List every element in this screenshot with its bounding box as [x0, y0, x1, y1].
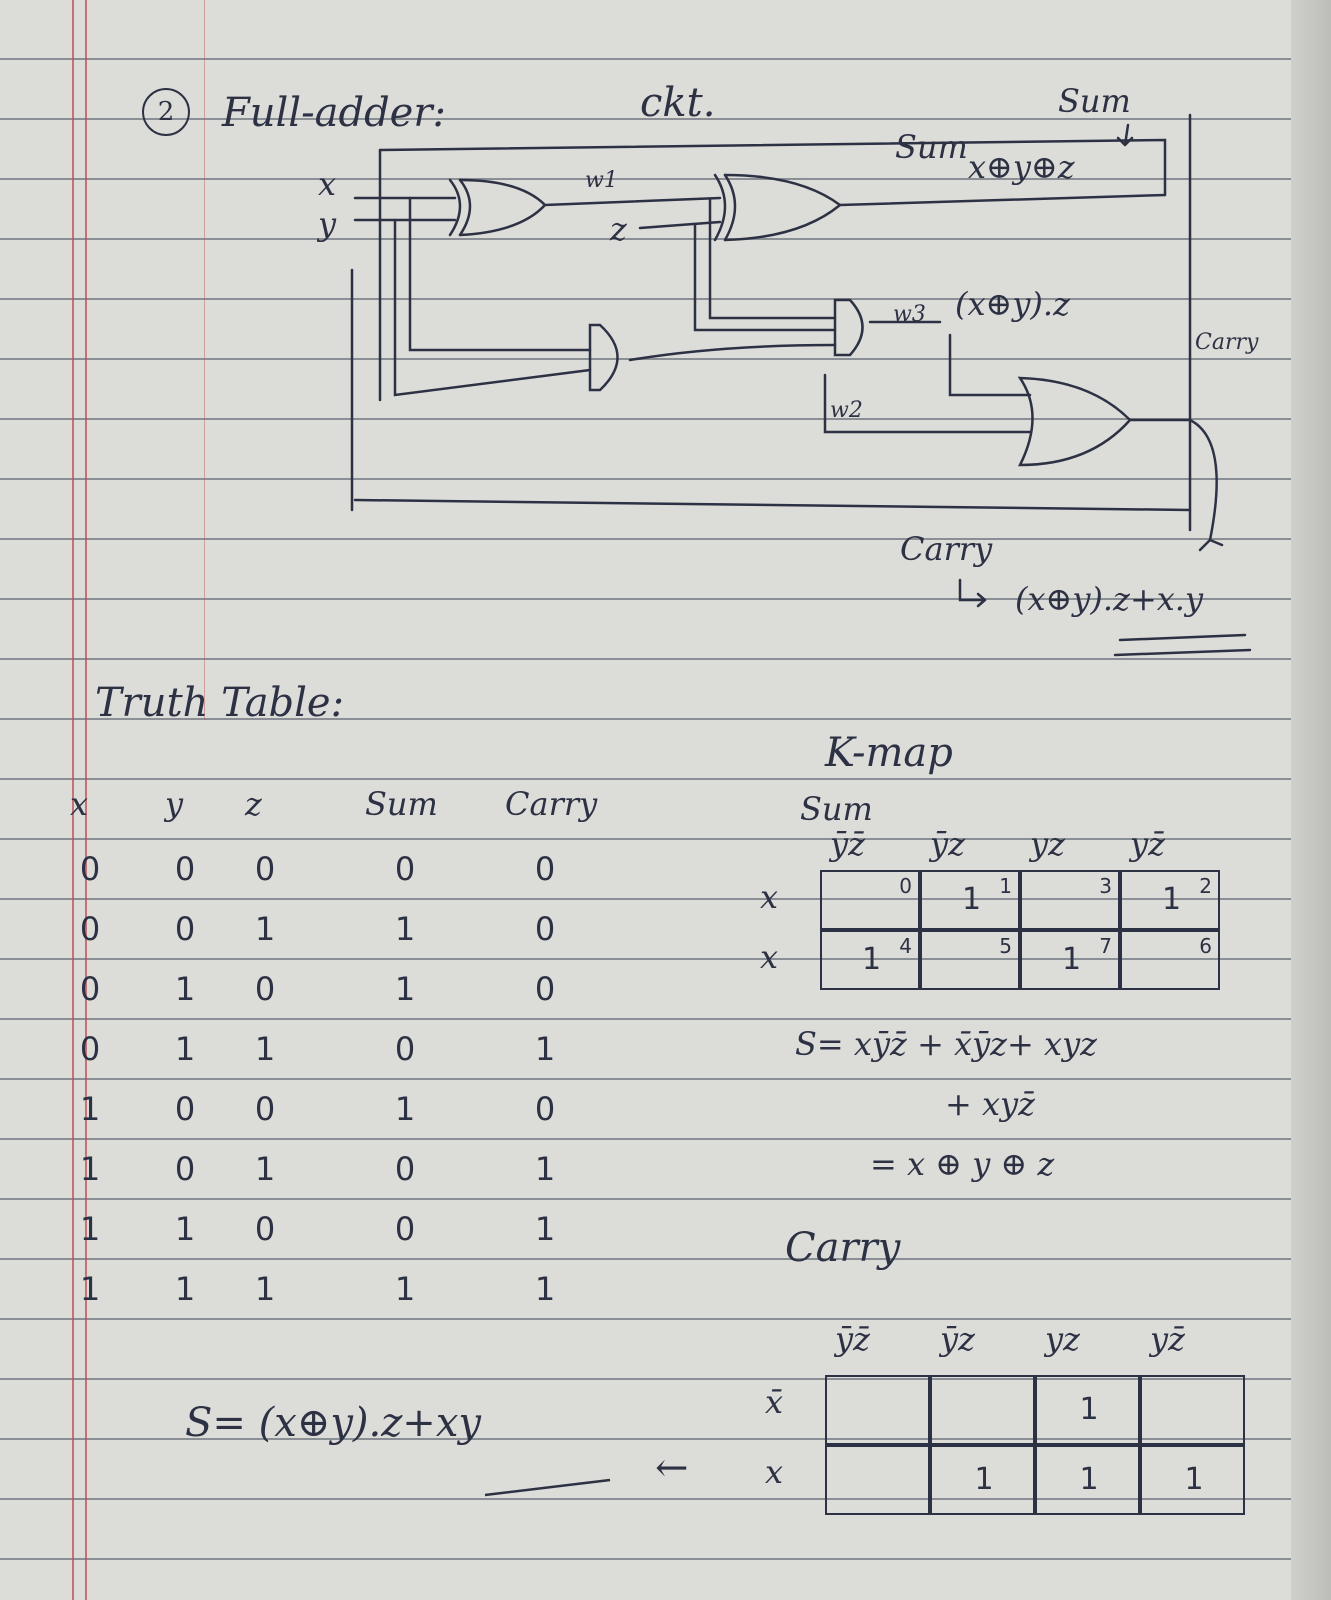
kmap-cell-index: 7: [1099, 934, 1112, 958]
input-y-label: y: [318, 205, 337, 243]
truth-table-cell: 0: [174, 850, 196, 888]
sum-equation-2: + xyz̄: [945, 1085, 1035, 1123]
kmap-cell-index: 2: [1199, 874, 1212, 898]
wire-w1-label: w1: [585, 168, 618, 193]
truth-table-header: y: [165, 785, 184, 823]
kmap-heading: K-map: [825, 730, 953, 776]
truth-table-header: Carry: [505, 785, 598, 823]
sum-label: Sum: [895, 128, 968, 166]
truth-table-cell: 0: [174, 1090, 196, 1128]
truth-table-cell: 1: [79, 1090, 101, 1128]
truth-table-cell: 1: [534, 1030, 556, 1068]
kmap-col-header: yz̄: [1130, 825, 1165, 863]
truth-table-cell: 1: [174, 1030, 196, 1068]
truth-table-cell: 0: [174, 910, 196, 948]
kmap-cell-value: 1: [974, 1462, 994, 1497]
kmap-col-header: yz: [1030, 825, 1065, 863]
truth-table-cell: 0: [79, 970, 101, 1008]
truth-table-header: z: [245, 785, 262, 823]
truth-table-cell: 0: [534, 1090, 556, 1128]
wire-w3-label: w3: [893, 302, 926, 327]
kmap-cell-value: 1: [1079, 1462, 1099, 1497]
kmap-row-header: x: [760, 938, 779, 976]
kmap-cell-index: 4: [899, 934, 912, 958]
truth-table-cell: 1: [394, 1090, 416, 1128]
kmap-cell-value: 1: [1062, 942, 1082, 977]
kmap-col-header: ȳz: [930, 825, 965, 863]
truth-table-cell: 0: [394, 1030, 416, 1068]
truth-table-header: x: [70, 785, 89, 823]
sum-equation-3: = x ⊕ y ⊕ z: [870, 1145, 1055, 1183]
truth-table-cell: 1: [534, 1210, 556, 1248]
section-number: 2: [142, 88, 190, 136]
page-title: Full-adder:: [222, 90, 446, 136]
kmap-cell-index: 5: [999, 934, 1012, 958]
truth-table-cell: 1: [394, 1270, 416, 1308]
truth-table-cell: 1: [394, 910, 416, 948]
kmap-row-header: x: [765, 1453, 784, 1491]
sum-equation-1: S= xȳz̄ + x̄ȳz+ xyz: [795, 1025, 1097, 1063]
kmap-cell-index: 1: [999, 874, 1012, 898]
truth-table-cell: 1: [254, 1150, 276, 1188]
truth-table-cell: 0: [254, 1210, 276, 1248]
truth-table-cell: 0: [79, 850, 101, 888]
kmap-row-header: x̄: [765, 1383, 784, 1421]
arrow-left-icon: ←: [655, 1445, 689, 1491]
sum-label-top: Sum: [1058, 82, 1131, 120]
carry-result: S= (x⊕y).z+xy: [185, 1400, 481, 1446]
kmap-cell-index: 6: [1199, 934, 1212, 958]
kmap-cell-value: 1: [1079, 1392, 1099, 1427]
kmap-cell-value: 1: [1162, 882, 1182, 917]
kmap-col-header: ȳz̄: [835, 1320, 870, 1358]
wire-w2-label: w2: [830, 398, 863, 423]
sum-expression: x⊕y⊕z: [968, 148, 1075, 186]
kmap-sum-label: Sum: [800, 790, 873, 828]
truth-table-cell: 1: [79, 1270, 101, 1308]
carry-label-right: Carry: [1195, 330, 1259, 355]
truth-table-cell: 1: [174, 1210, 196, 1248]
truth-table-title: Truth Table:: [95, 680, 345, 726]
truth-table-cell: 0: [534, 850, 556, 888]
kmap-col-header: yz̄: [1150, 1320, 1185, 1358]
kmap-cell-index: 3: [1099, 874, 1112, 898]
truth-table-cell: 0: [534, 910, 556, 948]
truth-table-cell: 1: [534, 1270, 556, 1308]
truth-table-cell: 1: [79, 1150, 101, 1188]
kmap-col-header: ȳz: [940, 1320, 975, 1358]
ckt-label: ckt.: [640, 80, 716, 126]
truth-table-cell: 0: [254, 1090, 276, 1128]
truth-table-cell: 0: [174, 1150, 196, 1188]
kmap-carry-label: Carry: [785, 1225, 901, 1271]
kmap-cell-value: 1: [962, 882, 982, 917]
truth-table-cell: 1: [254, 1270, 276, 1308]
truth-table-header: Sum: [365, 785, 438, 823]
carry-expression: (x⊕y).z+x.y: [1015, 580, 1204, 618]
truth-table-cell: 1: [174, 970, 196, 1008]
kmap-cell-value: 1: [862, 942, 882, 977]
truth-table-cell: 1: [254, 910, 276, 948]
input-x-label: x: [318, 165, 337, 203]
truth-table-cell: 0: [394, 1210, 416, 1248]
truth-table-cell: 1: [79, 1210, 101, 1248]
truth-table-cell: 1: [254, 1030, 276, 1068]
truth-table-cell: 1: [174, 1270, 196, 1308]
kmap-col-header: yz: [1045, 1320, 1080, 1358]
kmap-cell-value: 1: [1184, 1462, 1204, 1497]
truth-table-cell: 1: [534, 1150, 556, 1188]
truth-table-cell: 0: [79, 1030, 101, 1068]
truth-table-cell: 0: [254, 850, 276, 888]
kmap-col-header: ȳz̄: [830, 825, 865, 863]
truth-table-cell: 0: [394, 850, 416, 888]
and-expression: (x⊕y).z: [955, 285, 1070, 323]
truth-table-cell: 0: [79, 910, 101, 948]
kmap-row-header: x: [760, 878, 779, 916]
truth-table-cell: 1: [394, 970, 416, 1008]
carry-label-bottom: Carry: [900, 530, 993, 568]
wire-z-label: z: [610, 210, 627, 248]
truth-table-cell: 0: [534, 970, 556, 1008]
kmap-cell-index: 0: [899, 874, 912, 898]
truth-table-cell: 0: [254, 970, 276, 1008]
truth-table-cell: 0: [394, 1150, 416, 1188]
